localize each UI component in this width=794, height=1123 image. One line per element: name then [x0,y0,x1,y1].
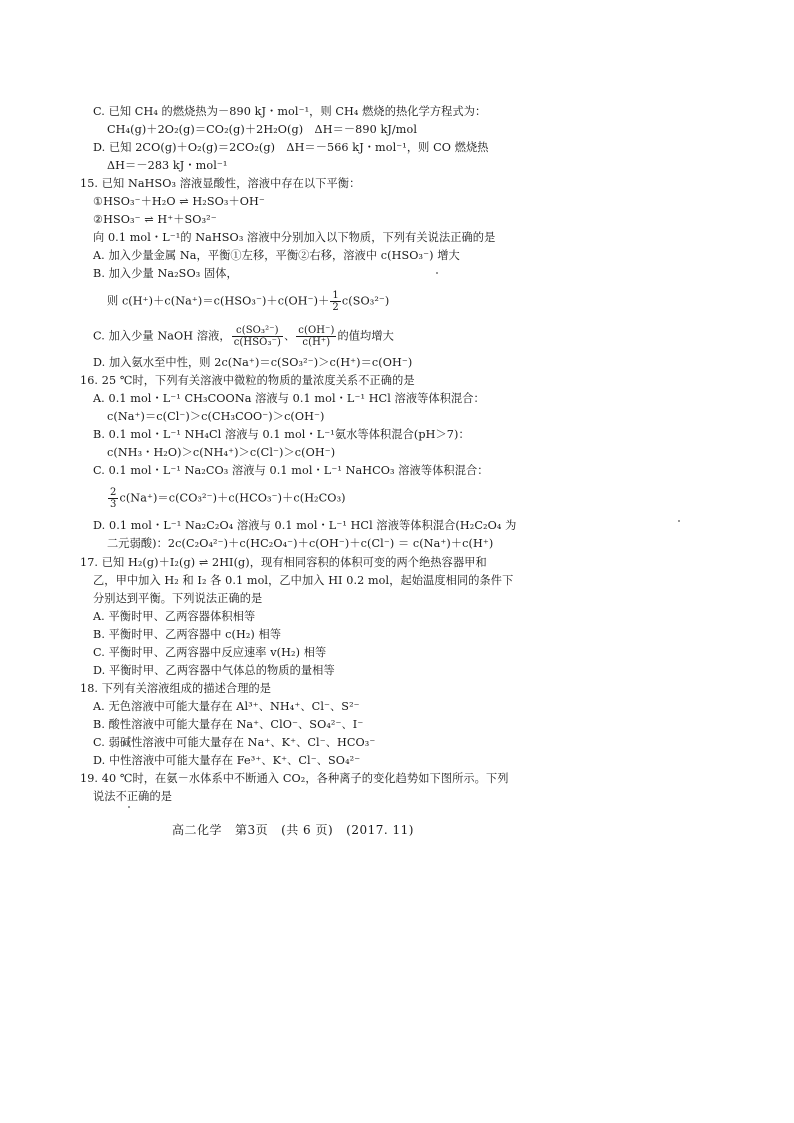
fraction-numerator: 2 [110,487,117,498]
fraction-two-thirds [108,487,118,510]
fraction-so3-hso3 [232,325,283,348]
q15-stem: 15. 已知 NaHSO₃ 溶液显酸性，溶液中存在以下平衡： [80,177,361,190]
q15-option-c-post: 的值均增大 [337,329,394,343]
q15-equilibrium-1: ①HSO₃⁻＋H₂O ⇌ H₂SO₃＋OH⁻ [93,195,265,208]
q18-option-c: C. 弱碱性溶液中可能大量存在 Na⁺、K⁺、Cl⁻、HCO₃⁻ [93,736,376,749]
q14-option-c-line2: CH₄(g)＋2O₂(g)＝CO₂(g)＋2H₂O(g) ΔH＝－890 kJ/mol [107,123,418,136]
footer-date: (2017. 11) [346,823,414,837]
q16-option-d-line1: D. 0.1 mol・L⁻¹ Na₂C₂O₄ 溶液与 0.1 mol・L⁻¹ HCl 溶液等体积混合(H₂C₂O₄ 为 [93,519,517,532]
q15-option-b-line2 [107,290,389,313]
q15-question: 向 0.1 mol・L⁻¹的 NaHSO₃ 溶液中分别加入以下物质，下列有关说法正确的是 [93,231,496,244]
q17-stem-line2: 乙，甲中加入 H₂ 和 I₂ 各 0.1 mol，乙中加入 HI 0.2 mol，起始温度相同的条件下 [93,574,514,587]
q16-option-d-line2: 二元弱酸)：2c(C₂O₄²⁻)＋c(HC₂O₄⁻)＋c(OH⁻)＋c(Cl⁻) ＝ c(Na⁺)＋c(H⁺) [107,537,494,550]
q16-option-c-line2 [107,487,346,510]
fraction-denominator: c(H⁺) [302,337,331,348]
q18-option-a: A. 无色溶液中可能大量存在 Al³⁺、NH₄⁺、Cl⁻、S²⁻ [93,700,360,713]
q18-option-d: D. 中性溶液中可能大量存在 Fe³⁺、K⁺、Cl⁻、SO₄²⁻ [93,754,361,767]
q16-option-b-line2: c(NH₃・H₂O)＞c(NH₄⁺)＞c(Cl⁻)＞c(OH⁻) [107,446,336,459]
q15-equilibrium-2: ②HSO₃⁻ ⇌ H⁺＋SO₃²⁻ [93,213,217,226]
q17-option-b: B. 平衡时甲、乙两容器中 c(H₂) 相等 [93,628,282,641]
q16-option-c-expr: c(Na⁺)＝c(CO₃²⁻)＋c(HCO₃⁻)＋c(H₂CO₃) [119,491,346,505]
footer-subject: 高二化学 [172,823,223,837]
q16-stem: 16. 25 ℃时，下列有关溶液中微粒的物质的量浓度关系不正确的是 [80,374,415,387]
q17-option-a: A. 平衡时甲、乙两容器体积相等 [93,610,256,623]
q19-stem-line1: 19. 40 ℃时，在氨－水体系中不断通入 CO₂，各种离子的变化趋势如下图所示。下列 [80,772,509,785]
q15-option-b-tail: c(SO₃²⁻) [341,294,390,308]
q16-option-a-line1: A. 0.1 mol・L⁻¹ CH₃COONa 溶液与 0.1 mol・L⁻¹ HCl 溶液等体积混合： [93,392,485,405]
fraction-denominator: c(HSO₃⁻) [233,337,281,348]
q14-option-c-line1: C. 已知 CH₄ 的燃烧热为－890 kJ・mol⁻¹，则 CH₄ 燃烧的热化学方程式为： [93,105,487,118]
q18-stem: 18. 下列有关溶液组成的描述合理的是 [80,682,272,695]
fraction-oh-h [296,325,336,348]
fraction-denominator: 3 [110,499,117,510]
q15-option-c-sep: 、 [283,329,296,343]
footer-total-pages: (共 6 页) [281,823,334,837]
q16-option-c-line1: C. 0.1 mol・L⁻¹ Na₂CO₃ 溶液与 0.1 mol・L⁻¹ NaHCO₃ 溶液等体积混合： [93,464,489,477]
scan-speck [678,520,680,522]
q14-option-d-line2: ΔH＝－283 kJ・mol⁻¹ [107,159,228,172]
fraction-numerator: 1 [332,290,339,301]
q15-option-a: A. 加入少量金属 Na，平衡①左移，平衡②右移，溶液中 c(HSO₃⁻) 增大 [93,249,460,262]
q15-option-b-expr: 则 c(H⁺)＋c(Na⁺)＝c(HSO₃⁻)＋c(OH⁻)＋ [107,294,330,308]
q16-option-a-line2: c(Na⁺)＝c(Cl⁻)＞c(CH₃COO⁻)＞c(OH⁻) [107,410,325,423]
q17-option-c: C. 平衡时甲、乙两容器中反应速率 v(H₂) 相等 [93,646,327,659]
q17-stem-line1: 17. 已知 H₂(g)＋I₂(g) ⇌ 2HI(g)，现有相同容积的体积可变的两个绝热容器甲和 [80,556,487,569]
q18-option-b: B. 酸性溶液中可能大量存在 Na⁺、ClO⁻、SO₄²⁻、I⁻ [93,718,364,731]
scan-speck [436,272,438,274]
q15-option-c-pre: C. 加入少量 NaOH 溶液， [93,329,231,343]
q17-option-d: D. 平衡时甲、乙两容器中气体总的物质的量相等 [93,664,335,677]
scan-speck [128,806,130,808]
fraction-half [330,290,340,313]
q17-stem-line3: 分别达到平衡。下列说法正确的是 [93,592,263,605]
q15-option-b-line1: B. 加入少量 Na₂SO₃ 固体， [93,267,238,280]
q16-option-b-line1: B. 0.1 mol・L⁻¹ NH₄Cl 溶液与 0.1 mol・L⁻¹氨水等体积混合(pH＞7)： [93,428,470,441]
footer-page-number: 第3页 [234,823,269,837]
fraction-numerator: c(SO₃²⁻) [232,325,283,337]
fraction-denominator: 2 [332,302,339,313]
q19-stem-line2: 说法不正确的是 [93,790,173,803]
page-footer [172,824,414,837]
q15-option-c [93,325,394,348]
fraction-numerator: c(OH⁻) [298,325,335,336]
q15-option-d: D. 加入氨水至中性，则 2c(Na⁺)＝c(SO₃²⁻)＞c(H⁺)＝c(OH⁻) [93,356,413,369]
q14-option-d-line1: D. 已知 2CO(g)＋O₂(g)＝2CO₂(g) ΔH＝－566 kJ・mol⁻¹，则 CO 燃烧热 [93,141,489,154]
